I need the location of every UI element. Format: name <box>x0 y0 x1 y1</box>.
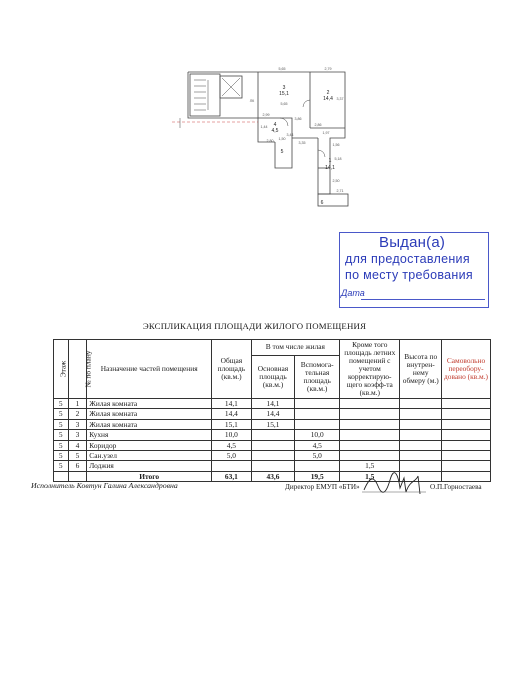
room-1-number: 1 <box>328 158 332 164</box>
cell-plan-number: 5 <box>68 451 87 461</box>
dim-label: 2,99 <box>262 113 270 117</box>
cell-total: 4,5 <box>212 440 252 450</box>
dim-label: 2,86 <box>314 123 322 127</box>
cell-name: Кухня <box>87 430 212 440</box>
dim-label: 5,65 <box>278 67 286 71</box>
header-main-area: Основная площадь (кв.м.) <box>251 355 295 398</box>
executor-line: Исполнитель Ковтун Галина Александровна <box>31 481 178 490</box>
stamp-line-3: по месту требования <box>345 268 473 282</box>
cell-unauthorized <box>442 461 491 471</box>
cell-total: 14,1 <box>212 399 252 409</box>
cell-floor: 5 <box>54 409 69 419</box>
stair-block <box>190 74 220 116</box>
cell-name: Жилая комната <box>87 409 212 419</box>
cell-name: Лоджия <box>87 461 212 471</box>
outer-wall <box>188 72 345 194</box>
header-name: Назначение частей помещения <box>87 340 212 399</box>
stamp-date-line <box>361 299 485 300</box>
dim-label: 1,44 <box>260 125 268 129</box>
cell-aux: 4,5 <box>295 440 340 450</box>
cell-main <box>251 461 295 471</box>
dim-label: 3,35 <box>298 141 306 145</box>
header-height: Высота по внутрен-нему обмеру (м.) <box>400 340 442 399</box>
cell-height <box>400 430 442 440</box>
cell-unauthorized <box>442 409 491 419</box>
cell-floor: 5 <box>54 451 69 461</box>
table-row <box>54 399 491 409</box>
header-total-area: Общая площадь (кв.м.) <box>212 340 252 399</box>
cell-aux <box>295 461 340 471</box>
cell-summer <box>340 440 400 450</box>
header-plan-number: № по плану <box>68 340 87 399</box>
floor-plan <box>170 58 370 208</box>
dim-label: 2,50 <box>332 179 340 183</box>
table-row <box>54 430 491 440</box>
cell-aux <box>295 399 340 409</box>
cell-plan-number: 3 <box>68 430 87 440</box>
cell-summer <box>340 399 400 409</box>
cell-floor: 5 <box>54 419 69 429</box>
header-summer-area: Кроме того площадь летних помещений с учетом корректирую-щего коэфф-та (кв.м.) <box>340 340 400 399</box>
totals-total: 63,1 <box>212 471 252 481</box>
stamp-date-label: Дата <box>341 288 365 298</box>
dim-label: 2,79 <box>324 67 332 71</box>
table-row <box>54 419 491 429</box>
header-unauthorized: Самовольно переобору-довано (кв.м.) <box>442 340 491 399</box>
table-row <box>54 409 491 419</box>
header-floor: Этаж <box>54 340 69 399</box>
header-aux-area: Вспомога-тельная площадь (кв.м.) <box>295 355 340 398</box>
cell-total: 14,4 <box>212 409 252 419</box>
dim-label: 5,65 <box>280 102 288 106</box>
totals-aux: 19,5 <box>295 471 340 481</box>
cell-total: 15,1 <box>212 419 252 429</box>
room-3-number: 3 <box>282 85 286 91</box>
cell-floor: 5 <box>54 440 69 450</box>
dim-label: 1,50 <box>278 137 286 141</box>
dim-label: 3,86 <box>294 117 302 121</box>
stamp-line-1: Выдан(а) <box>379 234 446 251</box>
cell-summer <box>340 409 400 419</box>
cell-unauthorized <box>442 451 491 461</box>
cell-summer <box>340 419 400 429</box>
room-4-number: 4 <box>273 122 277 128</box>
totals-label: Итого <box>87 471 212 481</box>
cell-unauthorized <box>442 440 491 450</box>
cell-height <box>400 440 442 450</box>
totals-summer: 1,5 <box>340 471 400 481</box>
cell-height <box>400 419 442 429</box>
dim-label: 2,80 <box>266 139 274 143</box>
dim-label: 3,44 <box>286 133 294 137</box>
cell-total: 10,0 <box>212 430 252 440</box>
stamp-line-2: для предоставления <box>345 252 470 266</box>
stair-label: ЛК <box>249 99 255 103</box>
cell-summer <box>340 451 400 461</box>
cell-floor: 5 <box>54 430 69 440</box>
cell-unauthorized <box>442 399 491 409</box>
cell-plan-number: 3 <box>68 419 87 429</box>
table-row <box>54 440 491 450</box>
cell-aux: 10,0 <box>295 430 340 440</box>
cell-total: 5,0 <box>212 451 252 461</box>
room-5-number: 5 <box>280 149 284 155</box>
room-2-area: 14,4 <box>323 96 333 102</box>
cell-floor: 5 <box>54 461 69 471</box>
cell-plan-number: 1 <box>68 399 87 409</box>
cell-main <box>251 451 295 461</box>
cell-summer <box>340 430 400 440</box>
totals-main: 43,6 <box>251 471 295 481</box>
signature <box>360 470 432 498</box>
cell-unauthorized <box>442 471 491 481</box>
dim-label: 2,71 <box>336 189 344 193</box>
cell-plan-number: 2 <box>68 409 87 419</box>
room-1-area: 14,1 <box>325 165 335 171</box>
cell-total <box>212 461 252 471</box>
director-line: Директор ЕМУП «БТИ» <box>285 483 360 491</box>
issued-stamp <box>339 232 489 308</box>
cell-main: 15,1 <box>251 419 295 429</box>
cell-name: Жилая комната <box>87 399 212 409</box>
explication-table <box>53 339 491 482</box>
dim-label: 1,97 <box>322 131 330 135</box>
document-title: ЭКСПЛИКАЦИЯ ПЛОЩАДИ ЖИЛОГО ПОМЕЩЕНИЯ <box>142 321 367 331</box>
director-name: О.П.Горностаева <box>430 483 482 491</box>
cell-summer: 1,5 <box>340 461 400 471</box>
cell-main <box>251 430 295 440</box>
cell-plan-number: 6 <box>68 461 87 471</box>
room-2-number: 2 <box>326 90 330 96</box>
cell-name: Сан.узел <box>87 451 212 461</box>
cell-name: Жилая комната <box>87 419 212 429</box>
cell-main <box>251 440 295 450</box>
outer-wall-left <box>188 72 275 142</box>
room-4-area: 4,5 <box>271 128 279 134</box>
table-row <box>54 451 491 461</box>
cell-main: 14,4 <box>251 409 295 419</box>
dim-label: 5,18 <box>334 157 342 161</box>
cell-floor: 5 <box>54 399 69 409</box>
dim-label: 1,56 <box>332 143 340 147</box>
cell-aux <box>295 419 340 429</box>
cell-unauthorized <box>442 419 491 429</box>
room-6-number: 6 <box>320 200 324 206</box>
header-including-living: В том числе жилая <box>251 340 339 356</box>
cell-unauthorized <box>442 430 491 440</box>
cell-aux <box>295 409 340 419</box>
floor-plan-drawing <box>170 58 370 208</box>
cell-height <box>400 399 442 409</box>
cell-height <box>400 409 442 419</box>
dim-label: 3,37 <box>336 97 344 101</box>
room-3-area: 15,1 <box>279 91 289 97</box>
cell-height <box>400 451 442 461</box>
cell-plan-number: 4 <box>68 440 87 450</box>
cell-aux: 5,0 <box>295 451 340 461</box>
cell-name: Коридор <box>87 440 212 450</box>
cell-main: 14,1 <box>251 399 295 409</box>
